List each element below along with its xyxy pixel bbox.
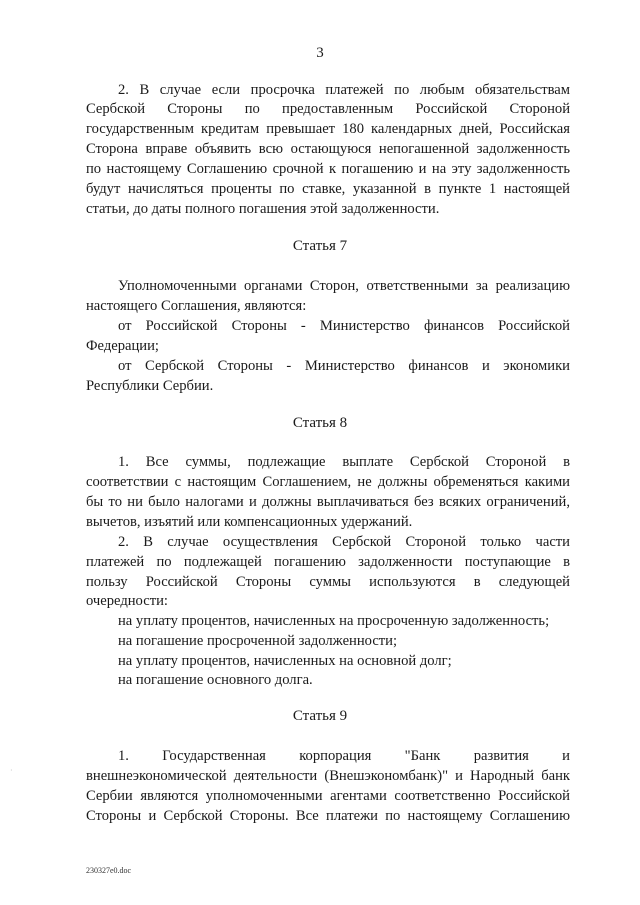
text-line: статьи, до даты полного погашения этой задолженности. bbox=[86, 201, 440, 217]
text-line: платежей по подлежащей погашению задолженности поступающие в bbox=[86, 554, 570, 570]
footer-filename: 230327e0.doc bbox=[86, 866, 132, 875]
text-line: Сторона вправе объявить всю остающуюся непогашенной задолженность bbox=[86, 141, 570, 157]
text-line: 1. Государственная корпорация "Банк развития и bbox=[118, 748, 570, 764]
text-line: пользу Российской Стороны суммы используются в следующей bbox=[86, 574, 570, 590]
text-line: соответствии с настоящим Соглашением, не должны обременяться какими bbox=[86, 474, 570, 490]
text-line: будут начисляться проценты по ставке, указанной в пункте 1 настоящей bbox=[86, 181, 570, 197]
list-item: на уплату процентов, начисленных на основной долг; bbox=[118, 653, 452, 669]
article-7-heading: Статья 7 bbox=[292, 238, 348, 254]
text-line: по настоящему Соглашению срочной к погашению и на эту задолженность bbox=[86, 161, 570, 177]
text-line: Федерации; bbox=[86, 338, 159, 354]
list-item: на погашение основного долга. bbox=[118, 672, 313, 688]
text-line: от Российской Стороны - Министерство финансов Российской bbox=[118, 318, 570, 334]
text-line: Уполномоченными органами Сторон, ответственными за реализацию bbox=[118, 278, 570, 294]
text-line: Сербии являются уполномоченными агентами соответственно Российской bbox=[86, 788, 570, 804]
text-line: бы то ни было налогами и должны выплачиваться без всяких ограничений, bbox=[86, 494, 570, 510]
margin-mark: · bbox=[10, 766, 13, 775]
article-8-heading: Статья 8 bbox=[292, 415, 348, 431]
list-item: на уплату процентов, начисленных на просроченную задолженность; bbox=[118, 613, 550, 629]
article-9-heading: Статья 9 bbox=[292, 708, 348, 724]
text-line: 2. В случае если просрочка платежей по любым обязательствам bbox=[118, 82, 570, 98]
text-line: 1. Все суммы, подлежащие выплате Сербской Стороной в bbox=[118, 454, 570, 470]
text-line: Республики Сербии. bbox=[86, 378, 214, 394]
text-line: от Сербской Стороны - Министерство финансов и экономики bbox=[118, 358, 570, 374]
text-line: вычетов, изъятий или компенсационных удержаний. bbox=[86, 514, 413, 530]
text-line: очередности: bbox=[86, 593, 168, 609]
text-line: внешнеэкономической деятельности (Внешэкономбанк)" и Народный банк bbox=[86, 768, 570, 784]
text-line: государственным кредитам превышает 180 календарных дней, Российская bbox=[86, 121, 570, 137]
page-number: 3 bbox=[316, 45, 324, 61]
text-line: Сербской Стороны по предоставленным Российской Стороной bbox=[86, 101, 570, 117]
text-line: настоящего Соглашения, являются: bbox=[86, 298, 307, 314]
text-line: 2. В случае осуществления Сербской Стороной только части bbox=[118, 534, 570, 550]
text-line: Стороны и Сербской Стороны. Все платежи по настоящему Соглашению bbox=[86, 808, 570, 824]
list-item: на погашение просроченной задолженности; bbox=[118, 633, 398, 649]
